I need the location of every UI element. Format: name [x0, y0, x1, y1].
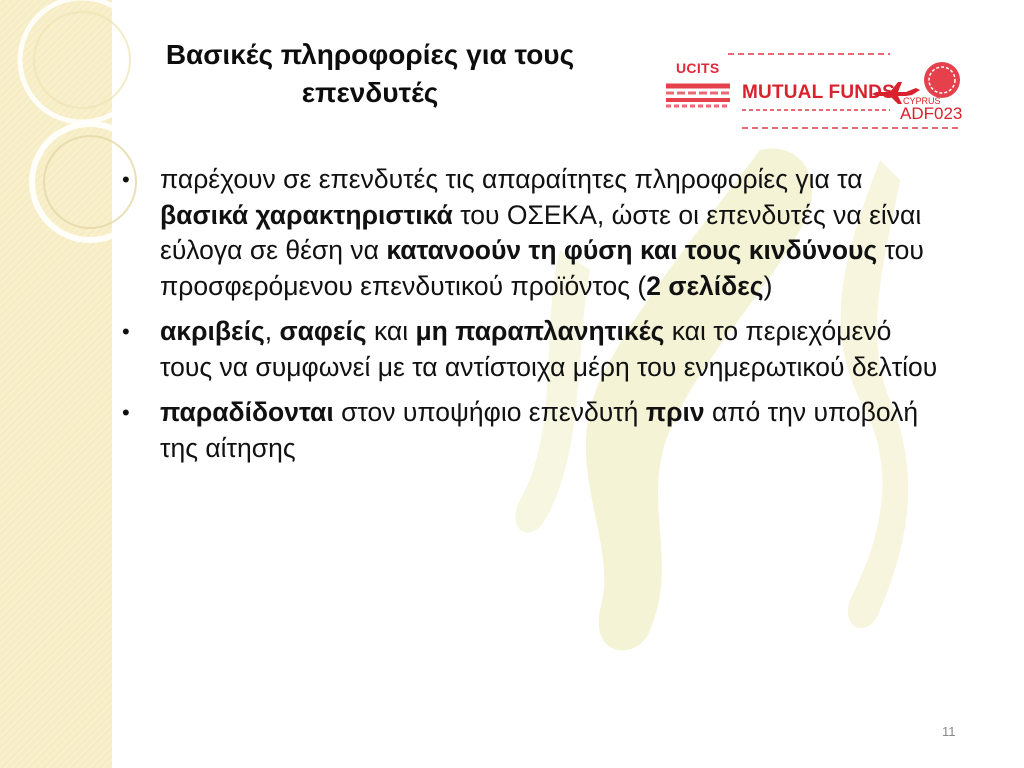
bullet-run: του ΟΣΕΚΑ, ώστε οι επενδυτές να είναι εύλογα σε θέση να — [160, 199, 922, 265]
bullet-item-2 — [116, 314, 946, 385]
bullet-run-bold: 2 σελίδες — [646, 270, 764, 301]
page-number: 11 — [942, 724, 956, 739]
bullet-text — [160, 316, 937, 382]
bullet-run: παρέχουν σε επενδυτές τις απαραίτητες πληροφορίες για τα — [160, 164, 863, 194]
bullet-run-bold: ακριβείς — [160, 316, 265, 346]
bullet-run: του προσφερόμενου επενδυτικού προϊόντος ( — [160, 235, 924, 301]
bullet-run-bold: σαφείς — [279, 316, 367, 346]
bullet-run-bold: βασικά χαρακτηριστικά — [160, 199, 453, 230]
logo-ucits-text: UCITS — [676, 60, 720, 76]
bullet-run: και — [366, 316, 416, 346]
bullet-run: στον υποψήφιο επενδυτή — [333, 397, 646, 427]
bullet-run-bold: κατανοούν τη φύση και τους κινδύνους — [386, 235, 878, 265]
bullet-run: από την υποβολή της αίτησης — [160, 397, 919, 463]
bullet-dot-icon: • — [122, 319, 130, 344]
slide-title — [112, 36, 628, 112]
ucits-mutual-funds-logo — [658, 48, 970, 134]
bullet-run: ) — [763, 270, 773, 301]
bullet-item-1 — [116, 162, 946, 304]
bullet-list — [116, 162, 946, 476]
logo-cyprus-text: CYPRUS — [903, 96, 941, 106]
logo-mutual-funds-text: MUTUAL FUNDS — [742, 82, 895, 103]
bullet-run: , — [264, 316, 280, 346]
bullet-item-3 — [116, 395, 946, 466]
bullet-run: και το περιεχόμενό τους να συμφωνεί με τα αντίστοιχα μέρη του ενημερωτικού δελτίου — [160, 316, 938, 382]
bullet-run-bold: μη παραπλανητικές — [415, 316, 665, 346]
bullet-text — [160, 164, 924, 301]
bullet-run-bold: παραδίδονται — [160, 397, 334, 427]
bullet-dot-icon: • — [122, 167, 130, 192]
bullet-run-bold: πριν — [645, 397, 705, 427]
logo-code-text: ADF023 — [900, 104, 963, 123]
bullet-dot-icon: • — [122, 400, 130, 425]
bullet-text — [160, 397, 918, 463]
title-line-1: Βασικές πληροφορίες για τους — [165, 39, 575, 70]
title-line-2: επενδυτές — [301, 77, 439, 109]
